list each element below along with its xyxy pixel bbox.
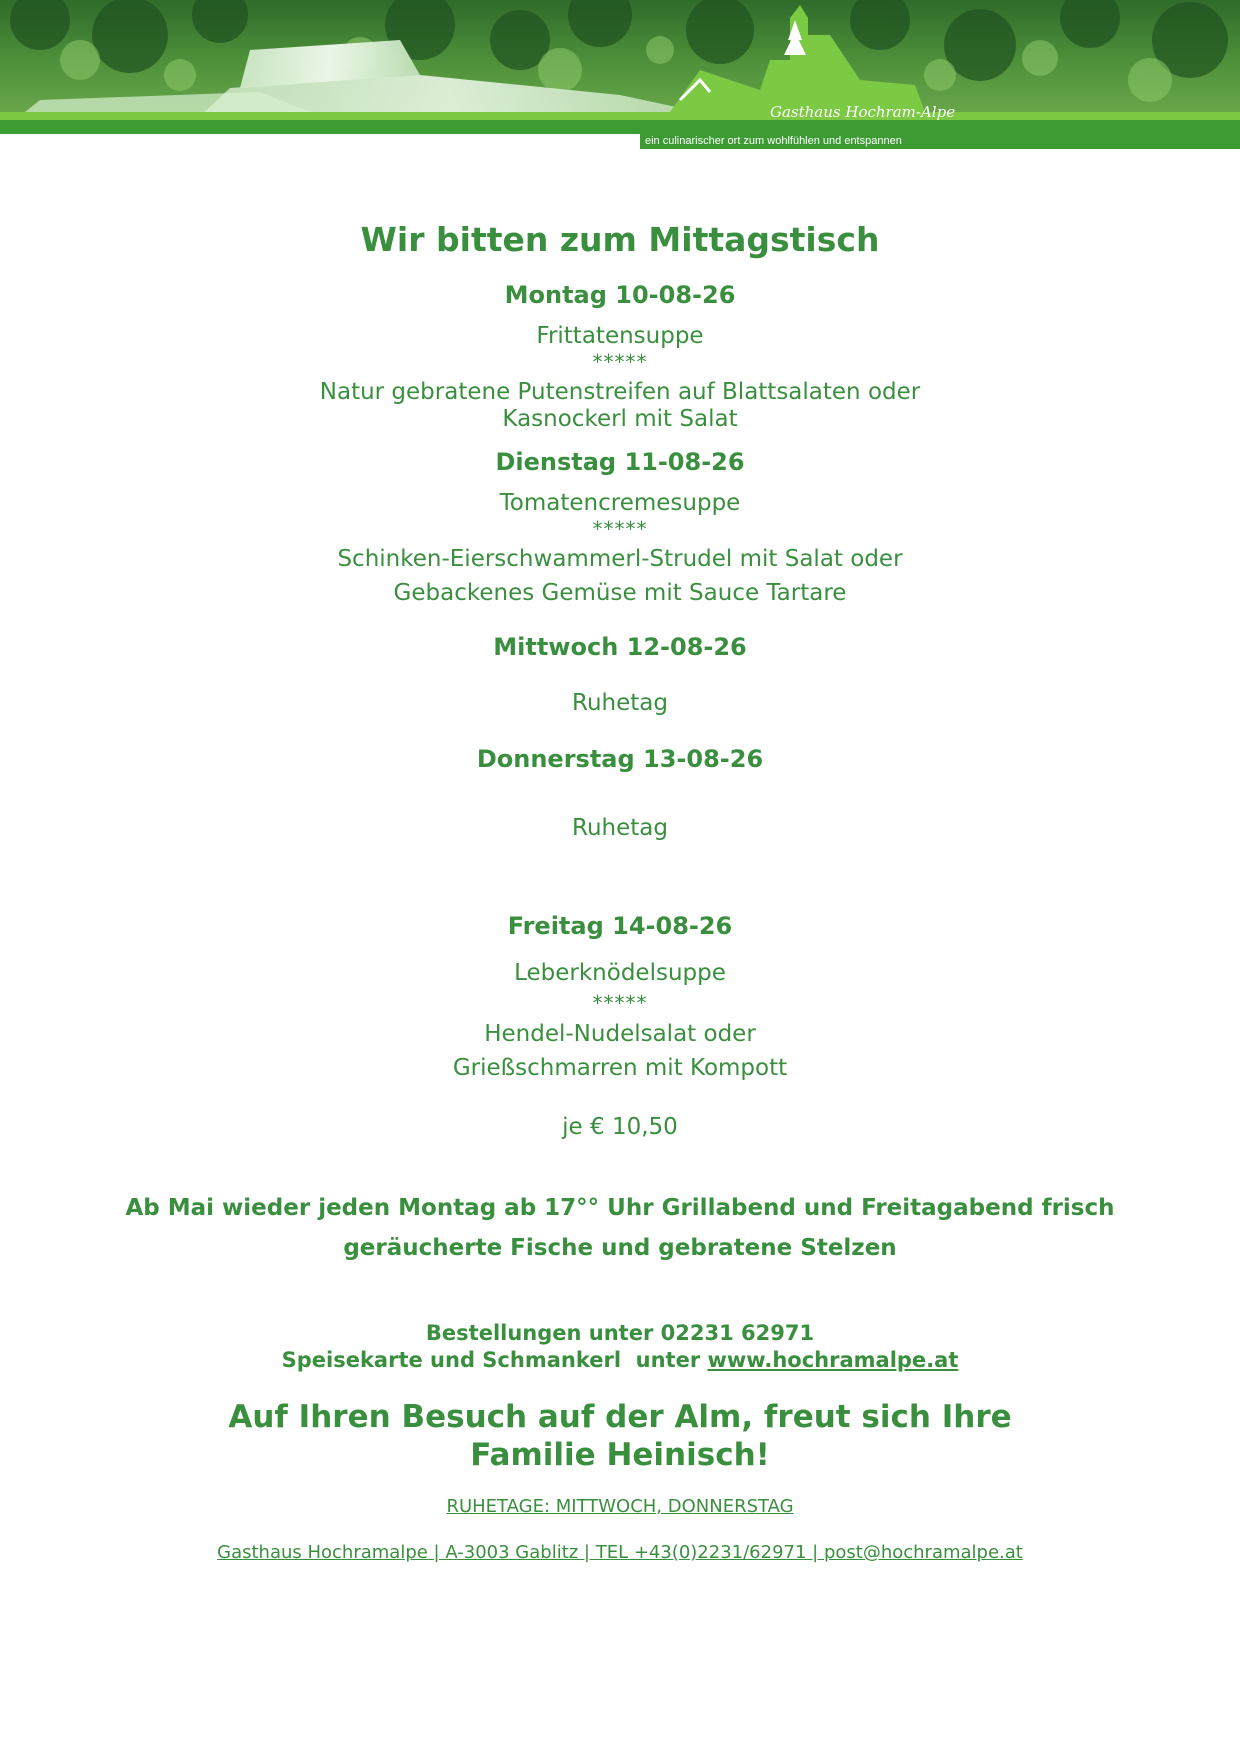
main-dish-tuesday-2: Gebackenes Gemüse mit Sauce Tartare xyxy=(393,580,847,606)
main-dish-friday-2: Grießschmarren mit Kompott xyxy=(452,1055,788,1081)
day-heading-tuesday: Dienstag 11-08-26 xyxy=(495,448,745,476)
separator-stars: ***** xyxy=(592,517,648,541)
header-banner xyxy=(0,0,1240,150)
day-heading-wednesday: Mittwoch 12-08-26 xyxy=(493,633,747,661)
price: je € 10,50 xyxy=(562,1114,678,1140)
main-dish-tuesday-1: Schinken-Eierschwammerl-Strudel mit Salat oder xyxy=(337,546,903,572)
tagline: ein culinarischer ort zum wohlfühlen und entspannen xyxy=(645,135,902,147)
brand-name: Gasthaus Hochram-Alpe xyxy=(770,103,956,121)
rest-days-note: RUHETAGE: MITTWOCH, DONNERSTAG xyxy=(446,1496,794,1517)
page-title: Wir bitten zum Mittagstisch xyxy=(360,220,880,259)
orders-phone: Bestellungen unter 02231 62971 xyxy=(425,1321,815,1345)
day-heading-monday: Montag 10-08-26 xyxy=(504,281,736,309)
separator-stars: ***** xyxy=(592,991,648,1015)
notice-line-2: geräucherte Fische und gebratene Stelzen xyxy=(343,1235,897,1261)
main-dish-monday-1: Natur gebratene Putenstreifen auf Blattsalaten oder xyxy=(319,379,921,405)
day-heading-thursday: Donnerstag 13-08-26 xyxy=(476,745,764,773)
menu-info-text: Speisekarte und Schmankerl unter xyxy=(281,1348,708,1372)
main-dish-monday-2: Kasnockerl mit Salat xyxy=(502,406,738,432)
website-link[interactable]: www.hochramalpe.at xyxy=(707,1348,959,1372)
soup-tuesday: Tomatencremesuppe xyxy=(499,490,741,516)
day-heading-friday: Freitag 14-08-26 xyxy=(507,912,733,940)
forest-stream-image xyxy=(0,0,1240,150)
notice-line-1: Ab Mai wieder jeden Montag ab 17°° Uhr Grillabend und Freitagabend frisch xyxy=(125,1195,1115,1221)
soup-friday: Leberknödelsuppe xyxy=(514,960,726,986)
footer-contact: Gasthaus Hochramalpe | A-3003 Gablitz | TEL +43(0)2231/62971 | post@hochramalpe.at xyxy=(217,1542,1023,1563)
menu-info xyxy=(0,1347,1240,1374)
closing-line-2: Familie Heinisch! xyxy=(470,1437,770,1473)
rest-day-thursday: Ruhetag xyxy=(572,815,668,841)
soup-monday: Frittatensuppe xyxy=(536,323,704,349)
main-dish-friday-1: Hendel-Nudelsalat oder xyxy=(484,1021,756,1047)
rest-day-wednesday: Ruhetag xyxy=(572,690,668,716)
separator-stars: ***** xyxy=(592,350,648,374)
closing-line-1: Auf Ihren Besuch auf der Alm, freut sich Ihre xyxy=(228,1399,1012,1435)
